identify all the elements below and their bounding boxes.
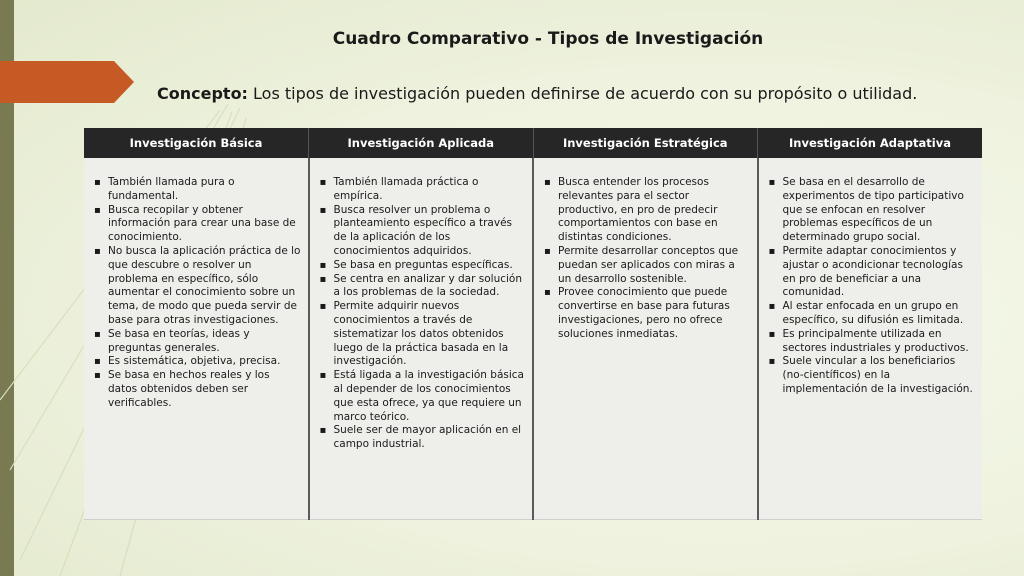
list-item: ▪ No busca la aplicación práctica de lo que descubre o resolver un problema en específico, sólo aumentar el conocimiento sobre un tema, de modo que pueda servir de base para otras investigaciones. bbox=[108, 245, 302, 328]
list-item: ▪ Permite adaptar conocimientos y ajustar o acondicionar tecnologías en pro de beneficiar a una comunidad. bbox=[783, 245, 977, 300]
column-cell-adaptativa bbox=[758, 158, 983, 520]
list-item: ▪ Se basa en el desarrollo de experimentos de tipo participativo que se enfocan en resolver problemas específicos de un determinado grupo social. bbox=[783, 176, 977, 245]
list-item: ▪ Es sistemática, objetiva, precisa. bbox=[108, 355, 302, 369]
list-item: ▪ Se basa en teorías, ideas y preguntas generales. bbox=[108, 328, 302, 356]
column-header-basica: Investigación Básica bbox=[84, 128, 309, 158]
list-item: ▪ Se centra en analizar y dar solución a los problemas de la sociedad. bbox=[334, 273, 527, 301]
column-cell-aplicada bbox=[309, 158, 534, 520]
column-cell-estrategica bbox=[533, 158, 758, 520]
column-header-aplicada: Investigación Aplicada bbox=[309, 128, 534, 158]
concept-line bbox=[157, 84, 917, 103]
list-item: ▪ Se basa en hechos reales y los datos obtenidos deben ser verificables. bbox=[108, 369, 302, 410]
bullet-list-adaptativa bbox=[765, 176, 977, 397]
table-body-row bbox=[84, 158, 982, 520]
list-item: ▪ Se basa en preguntas específicas. bbox=[334, 259, 527, 273]
column-header-estrategica: Investigación Estratégica bbox=[533, 128, 758, 158]
column-cell-basica bbox=[84, 158, 309, 520]
page-title: Cuadro Comparativo - Tipos de Investigación bbox=[332, 29, 764, 49]
concept-text: Los tipos de investigación pueden definirse de acuerdo con su propósito o utilidad. bbox=[247, 84, 918, 103]
list-item: ▪ Suele vincular a los beneficiarios (no-científicos) en la implementación de la investigación. bbox=[783, 355, 977, 396]
column-header-adaptativa: Investigación Adaptativa bbox=[758, 128, 983, 158]
list-item: ▪ También llamada práctica o empírica. bbox=[334, 176, 527, 204]
list-item: ▪ Busca entender los procesos relevantes para el sector productivo, en pro de predecir comportamientos con base en distintas condiciones. bbox=[558, 176, 751, 245]
table-header-row bbox=[84, 128, 982, 158]
accent-arrow bbox=[0, 61, 134, 103]
bullet-list-estrategica bbox=[540, 176, 751, 342]
list-item: ▪ Es principalmente utilizada en sectores industriales y productivos. bbox=[783, 328, 977, 356]
list-item: ▪ Al estar enfocada en un grupo en específico, su difusión es limitada. bbox=[783, 300, 977, 328]
list-item: ▪ Permite adquirir nuevos conocimientos a través de sistematizar los datos obtenidos luego de la práctica basada en la investigación. bbox=[334, 300, 527, 369]
bullet-list-aplicada bbox=[316, 176, 527, 452]
list-item: ▪ Está ligada a la investigación básica al depender de los conocimientos que esta ofrece, ya que requiere un marco teórico. bbox=[334, 369, 527, 424]
comparison-table bbox=[84, 128, 982, 520]
bullet-list-basica bbox=[90, 176, 302, 411]
concept-label: Concepto: bbox=[157, 84, 248, 103]
list-item: ▪ También llamada pura o fundamental. bbox=[108, 176, 302, 204]
list-item: ▪ Permite desarrollar conceptos que puedan ser aplicados con miras a un desarrollo sostenible. bbox=[558, 245, 751, 286]
list-item: ▪ Busca recopilar y obtener información para crear una base de conocimiento. bbox=[108, 204, 302, 245]
list-item: ▪ Provee conocimiento que puede convertirse en base para futuras investigaciones, pero no ofrece soluciones inmediatas. bbox=[558, 286, 751, 341]
list-item: ▪ Busca resolver un problema o planteamiento específico a través de la aplicación de los conocimientos adquiridos. bbox=[334, 204, 527, 259]
list-item: ▪ Suele ser de mayor aplicación en el campo industrial. bbox=[334, 424, 527, 452]
